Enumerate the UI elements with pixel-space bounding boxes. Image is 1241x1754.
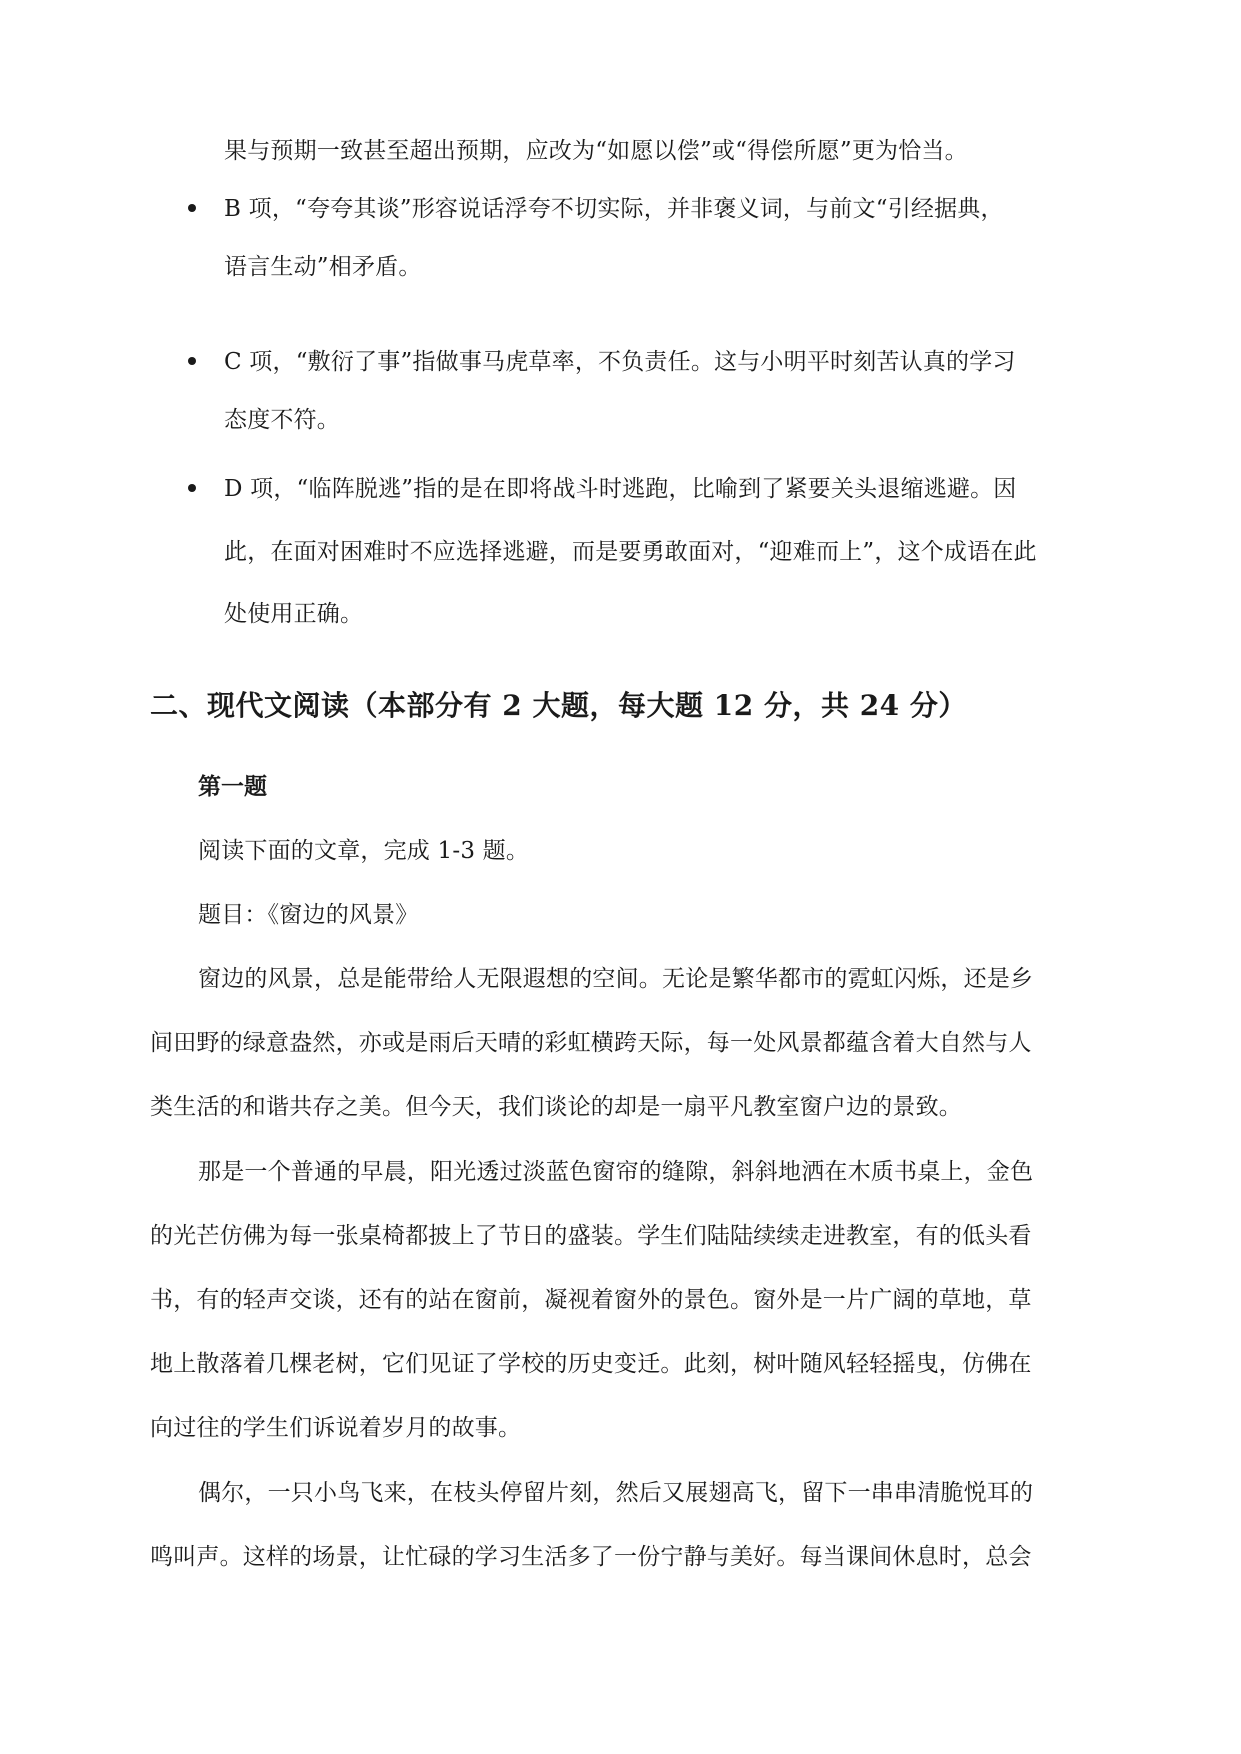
section-heading: 二、现代文阅读（本部分有 2 大题，每大题 12 分，共 24 分） xyxy=(150,689,967,722)
article-title: 题目：《窗边的风景》 xyxy=(198,902,419,928)
bullet-text-line: D 项，“临阵脱逃”指的是在即将战斗时逃跑，比喻到了紧要关头退缩逃避。因 xyxy=(224,476,1017,502)
paragraph-line: 书，有的轻声交谈，还有的站在窗前，凝视着窗外的景色。窗外是一片广阔的草地，草 xyxy=(150,1287,1032,1313)
paragraph-line: 那是一个普通的早晨，阳光透过淡蓝色窗帘的缝隙，斜斜地洒在木质书桌上，金色 xyxy=(198,1159,1034,1185)
paragraph-line: 间田野的绿意盎然，亦或是雨后天晴的彩虹横跨天际，每一处风景都蕴含着大自然与人 xyxy=(150,1030,1032,1056)
paragraph-line: 类生活的和谐共存之美。但今天，我们谈论的却是一扇平凡教室窗户边的景致。 xyxy=(150,1094,962,1120)
paragraph-line: 窗边的风景，总是能带给人无限遐想的空间。无论是繁华都市的霓虹闪烁，还是乡 xyxy=(198,966,1034,992)
bullet-dot-icon xyxy=(188,204,196,212)
bullet-text-line: B 项，“夸夸其谈”形容说话浮夸不切实际，并非褒义词，与前文“引经据典， xyxy=(224,196,1004,222)
bullet-text-line: 态度不符。 xyxy=(224,407,340,433)
instruction-text: 阅读下面的文章，完成 1-3 题。 xyxy=(198,838,530,864)
question-subheading: 第一题 xyxy=(198,773,267,800)
paragraph-line: 的光芒仿佛为每一张桌椅都披上了节日的盛装。学生们陆陆续续走进教室，有的低头看 xyxy=(150,1223,1032,1249)
bullet-dot-icon xyxy=(188,357,196,365)
bullet-text-line: C 项，“敷衍了事”指做事马虎草率，不负责任。这与小明平时刻苦认真的学习 xyxy=(224,349,1016,375)
paragraph-line: 鸣叫声。这样的场景，让忙碌的学习生活多了一份宁静与美好。每当课间休息时，总会 xyxy=(150,1544,1032,1570)
bullet-text-line: 此，在面对困难时不应选择逃避，而是要勇敢面对，“迎难而上”，这个成语在此 xyxy=(224,539,1037,565)
paragraph-line: 地上散落着几棵老树，它们见证了学校的历史变迁。此刻，树叶随风轻轻摇曳，仿佛在 xyxy=(150,1351,1032,1377)
bullet-dot-icon xyxy=(188,484,196,492)
continuation-line: 果与预期一致甚至超出预期，应改为“如愿以偿”或“得偿所愿”更为恰当。 xyxy=(224,138,968,164)
paragraph-line: 向过往的学生们诉说着岁月的故事。 xyxy=(150,1415,522,1441)
bullet-text-line: 语言生动”相矛盾。 xyxy=(224,254,422,280)
paragraph-line: 偶尔，一只小鸟飞来，在枝头停留片刻，然后又展翅高飞，留下一串串清脆悦耳的 xyxy=(198,1480,1034,1506)
bullet-text-line: 处使用正确。 xyxy=(224,601,364,627)
